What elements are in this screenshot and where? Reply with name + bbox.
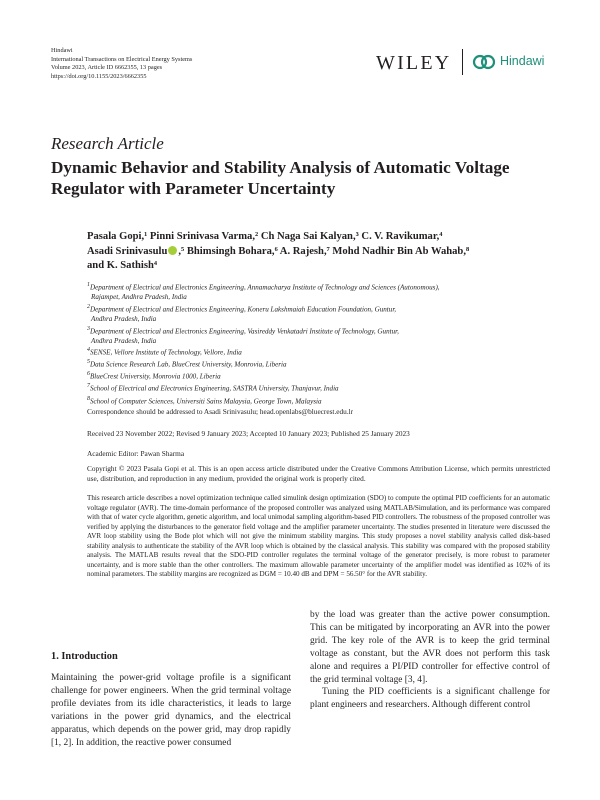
hindawi-logo-icon (472, 54, 496, 70)
publisher-logos (376, 47, 554, 77)
affiliation-item: $^5$Data Science Research Lab, BlueCrest University, Monrovia, Liberia (87, 359, 287, 369)
body-column-left (51, 672, 291, 749)
journal-info (51, 47, 192, 82)
affiliation-item: $^6$BlueCrest University, Monrovia 1000, Liberia (87, 371, 221, 381)
author-names: ,⁵ Bhimsingh Bohara,⁶ A. Rajesh,⁷ Mohd Nadhir Bin Ab Wahab,⁸ (178, 245, 470, 257)
journal-name: International Transactions on Electrical Energy Systems (51, 55, 193, 63)
affiliation-item: $^8$School of Computer Sciences, Universiti Sains Malaysia, George Town, Malaysia (87, 395, 322, 405)
author-line-3: and K. Sathish⁴ (87, 260, 158, 272)
section-heading-introduction: 1. Introduction (51, 651, 118, 662)
affiliation-item: $^2$Department of Electrical and Electronics Engineering, Koneru Lakshmaiah Education Foundation, Guntur, Andhra Pradesh, India (87, 303, 397, 323)
affiliation-item: $^4$SENSE, Vellore Institute of Technology, Vellore, India (87, 347, 242, 357)
author-line-2 (87, 245, 547, 260)
affiliation-item: $^3$Department of Electrical and Electronics Engineering, Vasireddy Venkatadri Institute of Technology, Guntur, Andhra Pradesh, India (87, 325, 399, 345)
body-column-right (310, 609, 550, 712)
correspondence-note: Correspondence should be addressed to Asadi Srinivasulu; head.openlabs@bluecrest.edu.lr (87, 407, 354, 416)
affiliation-item: $^7$School of Electrical and Electronics Engineering, SASTRA University, Thanjavur, India (87, 383, 339, 393)
article-type: Research Article (51, 134, 164, 153)
volume-info: Volume 2023, Article ID 6662355, 13 pages (51, 64, 163, 72)
hindawi-logo-text: Hindawi (500, 54, 545, 68)
paragraph: Tuning the PID coefficients is a significant challenge for plant engineers and researchers. Although different control (310, 687, 550, 711)
paragraph: by the load was greater than the active power consumption. This can be mitigated by incorporating an AVR into the power grid. The key role of the AVR is to keep the grid terminal voltage as constant, but the AVR does not perform this task alone and requires a PI/PID controller for effective control of the grid terminal voltage [3, 4]. (310, 610, 550, 685)
publication-dates: Received 23 November 2022; Revised 9 January 2023; Accepted 10 January 2023; Published 25 January 2023 (87, 429, 410, 438)
abstract: This research article describes a novel optimization technique called simulink design optimization (SDO) to compute the optimal PID coefficients for an automatic voltage regulator (AVR). The time-domain performance of the proposed controller was analyzed using MATLAB/Simulation, and its performance was compared with that of water cycle algorithm, genetic algorithm, and local unimodal sampling algorithm-based PID controllers. The robustness of the proposed controller was verified by applying the disturbances to the generator field voltage and the amplifier parameter uncertainty. The studies presented in literature were discussed the AVR loop stability using the Bode plot which will not give the minimum stability margins. This study proposes a novel stability analysis called disk-based stability analysis to authenticate the stability of the AVR loop which is obtained by the classical analysis. This stability was compared with the proposed stability analysis. The MATLAB results reveal that the SDO-PID controller regulates the terminal voltage of the generator precisely, is more robust to parameter uncertainty, and is more stable than the other controllers. The maximum allowable parameter uncertainty of the amplifier model was identified as 102% of its nominal parameters. The stability margins are recognized as DGM = 10.40 dB and DPM = 56.50° for the AVR stability. (87, 494, 550, 579)
doi-link[interactable]: https://doi.org/10.1155/2023/6662355 (51, 73, 147, 81)
author-name: Asadi Srinivasulu (87, 245, 168, 257)
author-list (87, 230, 547, 274)
author-line-1: Pasala Gopi,¹ Pinni Srinivasa Varma,² Ch Naga Sai Kalyan,³ C. V. Ravikumar,⁴ (87, 231, 443, 242)
paragraph: Maintaining the power-grid voltage profile is a significant challenge for power engineers. When the grid terminal voltage profile deviates from its idle characteristics, it leads to large variations in the power grid dynamics, and the electrical apparatus, which depends on the power grid, may drop rapidly [1, 2]. In addition, the reactive power consumed (51, 673, 291, 748)
affiliation-item: $^1$Department of Electrical and Electronics Engineering, Annamacharya Institute of Technology and Sciences (Autonomous), Rajampet, Andhra Pradesh, India (87, 282, 440, 302)
copyright-notice: Copyright © 2023 Pasala Gopi et al. This is an open access article distributed under the Creative Commons Attribution License, which permits unrestricted use, distribution, and reproduction in any medium, provided the original work is properly cited. (87, 464, 550, 483)
academic-editor: Academic Editor: Pawan Sharma (87, 449, 185, 458)
publisher-name: Hindawi (51, 47, 73, 54)
page-title: Dynamic Behavior and Stability Analysis of Automatic Voltage Regulator with Parameter Uncertainty (51, 158, 510, 198)
wiley-logo: WILEY (376, 52, 452, 74)
orcid-icon[interactable] (168, 246, 177, 255)
logo-divider (462, 49, 463, 75)
affiliations (87, 281, 557, 407)
